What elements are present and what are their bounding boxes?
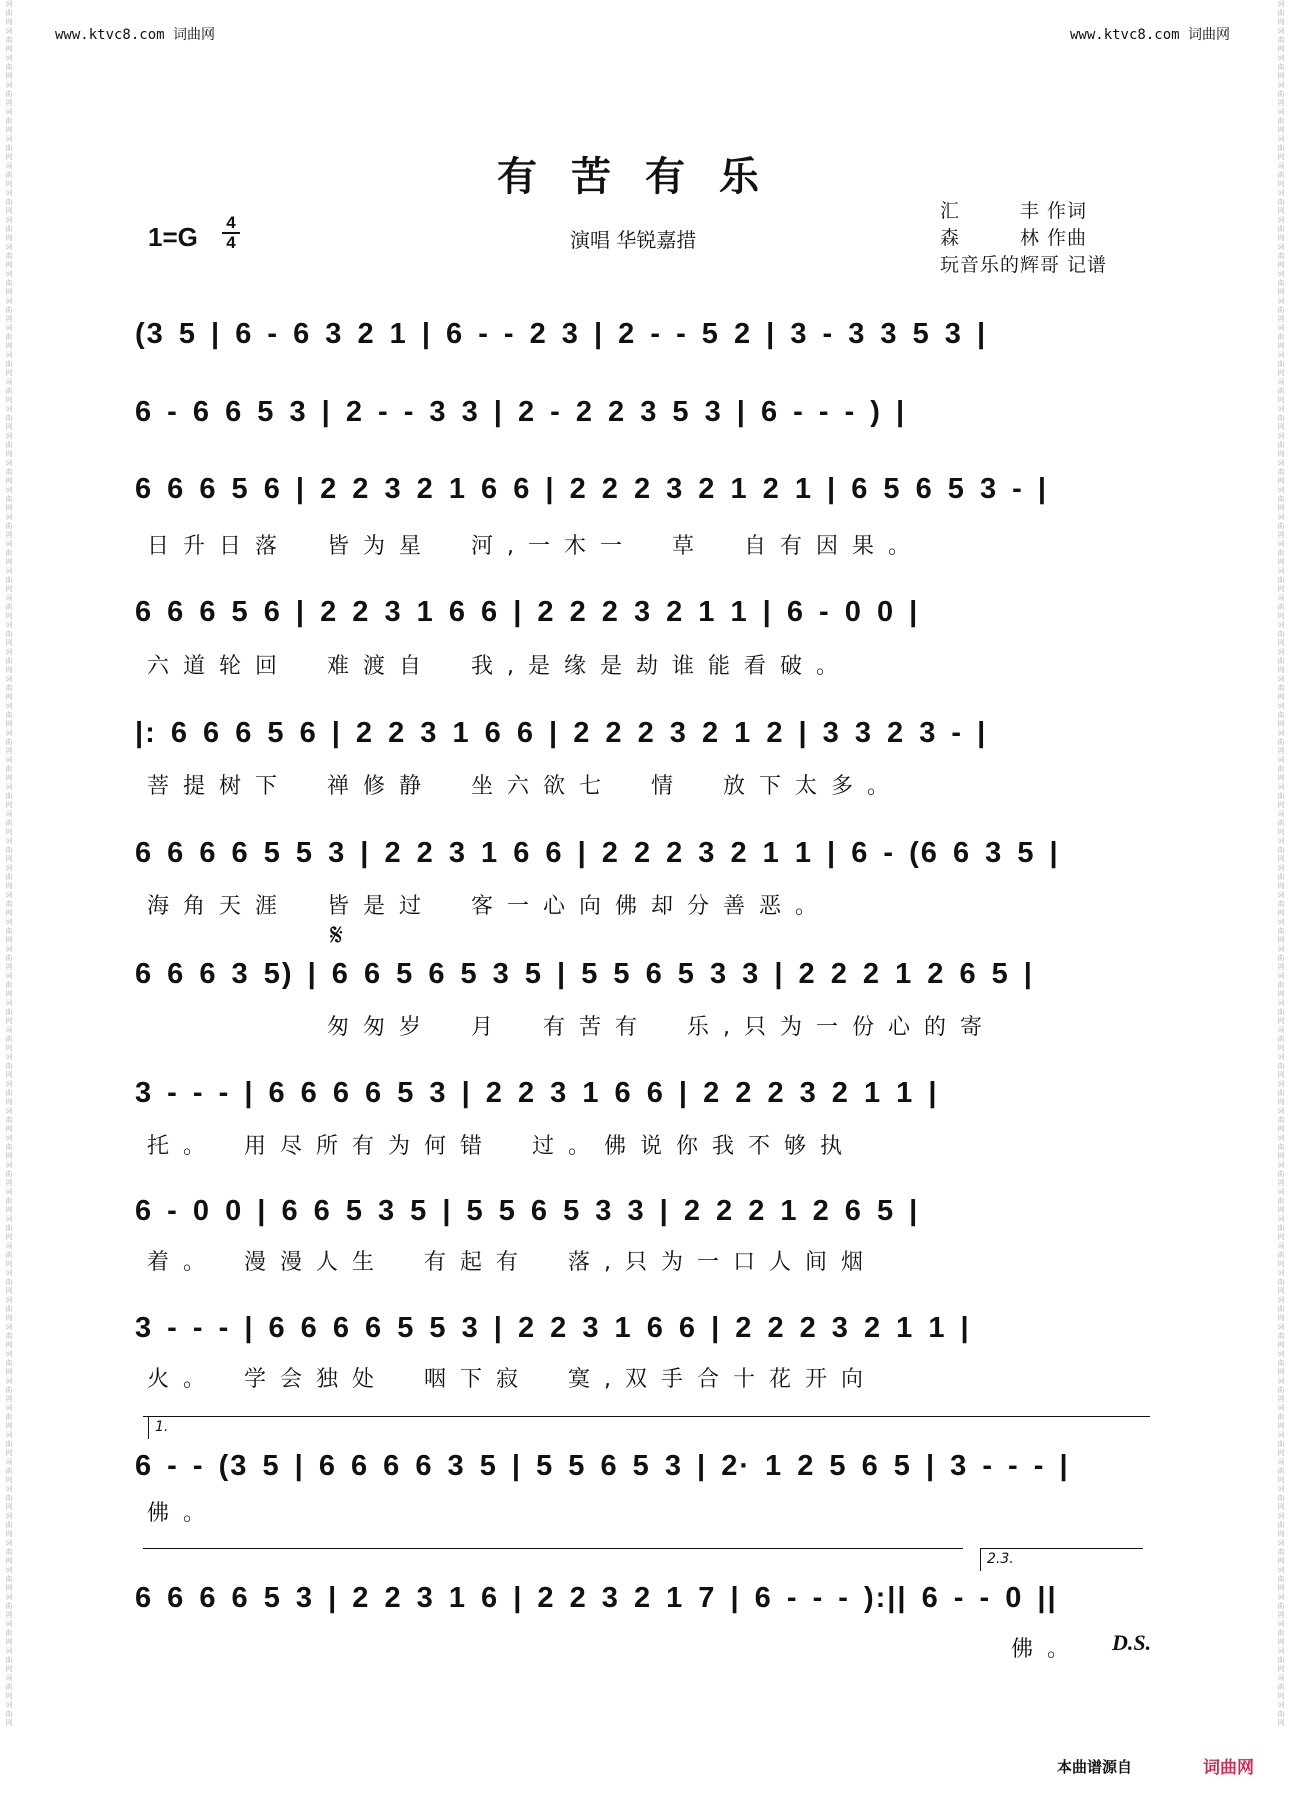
notation: 6 - - (3 5 | 6 6 6 6 3 5 | 5 5 6 5 3 | 2· 1 2 5 6 5 | 3 - - - |: [135, 1450, 1070, 1482]
lyric-line: 托。 用尽所有为何错 过。佛说你我不够执: [147, 1134, 857, 1159]
segno-sign: 𝄋: [330, 918, 343, 953]
lyric-line: 海角天涯 皆是过 客一心向佛却分善恶。: [147, 894, 832, 919]
notation: 6 - 6 6 5 3 | 2 - - 3 3 | 2 - 2 2 3 5 3 | 6 - - - ) |: [135, 396, 907, 428]
key-signature: 1=G: [148, 222, 198, 252]
footer-source-text: 本曲谱源自: [1057, 1758, 1133, 1776]
song-title: 有苦有乐: [497, 153, 793, 200]
lyric-line: 菩提树下 禅修静 坐六欲七 情 放下太多。: [147, 774, 904, 799]
composer-credit: 森 林 作曲: [940, 227, 1088, 249]
volta-rule-1: [143, 1416, 1150, 1417]
notation: 6 6 6 6 5 5 3 | 2 2 3 1 6 6 | 2 2 2 3 2 1 1 | 6 - (6 6 3 5 |: [135, 837, 1060, 869]
time-signature-bottom: 4: [226, 233, 236, 252]
transcriber-credit: 玩音乐的辉哥 记谱: [940, 254, 1108, 276]
notation: 6 6 6 6 5 3 | 2 2 3 1 6 | 2 2 3 2 1 7 | 6 - - - ):|| 6 - - 0 ||: [135, 1582, 1058, 1614]
volta-1: 1.: [148, 1416, 174, 1439]
dal-segno-mark: D.S.: [1112, 1630, 1152, 1655]
lyric-line: 匆匆岁 月 有苦有 乐,只为一份心的寄: [147, 1015, 996, 1040]
notation: 6 6 6 5 6 | 2 2 3 1 6 6 | 2 2 2 3 2 1 1 | 6 - 0 0 |: [135, 596, 920, 628]
notation: (3 5 | 6 - 6 3 2 1 | 6 - - 2 3 | 2 - - 5 2 | 3 - 3 3 5 3 |: [135, 318, 988, 350]
lyricist-credit: 汇 丰 作词: [940, 200, 1088, 222]
singer-credit: 演唱 华锐嘉措: [570, 228, 697, 252]
lyric-line: 火。 学会独处 咽下寂 寞,双手合十花开向: [147, 1367, 877, 1392]
notation: 3 - - - | 6 6 6 6 5 5 3 | 2 2 3 1 6 6 | 2 2 2 3 2 1 1 |: [135, 1312, 971, 1344]
lyric-line: 着。 漫漫人生 有起有 落,只为一口人间烟: [147, 1250, 877, 1275]
notation: 6 6 6 3 5) | 6 6 5 6 5 3 5 | 5 5 6 5 3 3 | 2 2 2 1 2 6 5 |: [135, 958, 1034, 990]
lyric-line: 六道轮回 难渡自 我,是缘是劫谁能看破。: [147, 654, 852, 679]
notation: 6 6 6 5 6 | 2 2 3 2 1 6 6 | 2 2 2 3 2 1 2 1 | 6 5 6 5 3 - |: [135, 473, 1048, 505]
volta-23: 2.3.: [980, 1548, 1143, 1571]
side-watermark-left: 词曲网词曲网词曲网词曲网词曲网词曲网词曲网词曲网词曲网词曲网词曲网词曲网词曲网词曲网词曲网词曲网词曲网词曲网词曲网词曲网词曲网词曲网词曲网词曲网词曲网词曲网词曲网词曲网词曲网词曲网词曲网词曲网词曲网词曲网词曲网词曲网词曲网词曲网词曲网词曲网词曲网词曲网词曲网词曲网词曲网词曲网词曲网词曲网词曲网词曲网词曲网词曲网词曲网词曲网词曲网词曲网词曲网词曲网词曲网词曲网词曲网词曲网词曲网词曲网: [5, 0, 13, 1727]
notation: |: 6 6 6 5 6 | 2 2 3 1 6 6 | 2 2 2 3 2 1 2 | 3 3 2 3 - |: [135, 717, 988, 749]
time-signature: [222, 214, 240, 252]
header-site-left: www.ktvc8.com 词曲网: [55, 27, 216, 43]
lyric-line: 佛。: [147, 1637, 1084, 1662]
header-site-right: www.ktvc8.com 词曲网: [1069, 27, 1230, 43]
volta-rule-2: [143, 1548, 963, 1549]
notation: 6 - 0 0 | 6 6 5 3 5 | 5 5 6 5 3 3 | 2 2 2 1 2 6 5 |: [135, 1195, 920, 1227]
side-watermark-right: 词曲网词曲网词曲网词曲网词曲网词曲网词曲网词曲网词曲网词曲网词曲网词曲网词曲网词曲网词曲网词曲网词曲网词曲网词曲网词曲网词曲网词曲网词曲网词曲网词曲网词曲网词曲网词曲网词曲网词曲网词曲网词曲网词曲网词曲网词曲网词曲网词曲网词曲网词曲网词曲网词曲网词曲网词曲网词曲网词曲网词曲网词曲网词曲网词曲网词曲网词曲网词曲网词曲网词曲网词曲网词曲网词曲网词曲网词曲网词曲网词曲网词曲网词曲网词曲网: [1277, 0, 1285, 1727]
notation: 3 - - - | 6 6 6 6 5 3 | 2 2 3 1 6 6 | 2 2 2 3 2 1 1 |: [135, 1077, 939, 1109]
lyric-line: 佛。: [147, 1501, 220, 1526]
footer-site-name: 词曲网: [1203, 1758, 1254, 1778]
lyric-line: 日升日落 皆为星 河,一木一 草 自有因果。: [147, 534, 924, 559]
time-signature-top: 4: [222, 214, 240, 234]
